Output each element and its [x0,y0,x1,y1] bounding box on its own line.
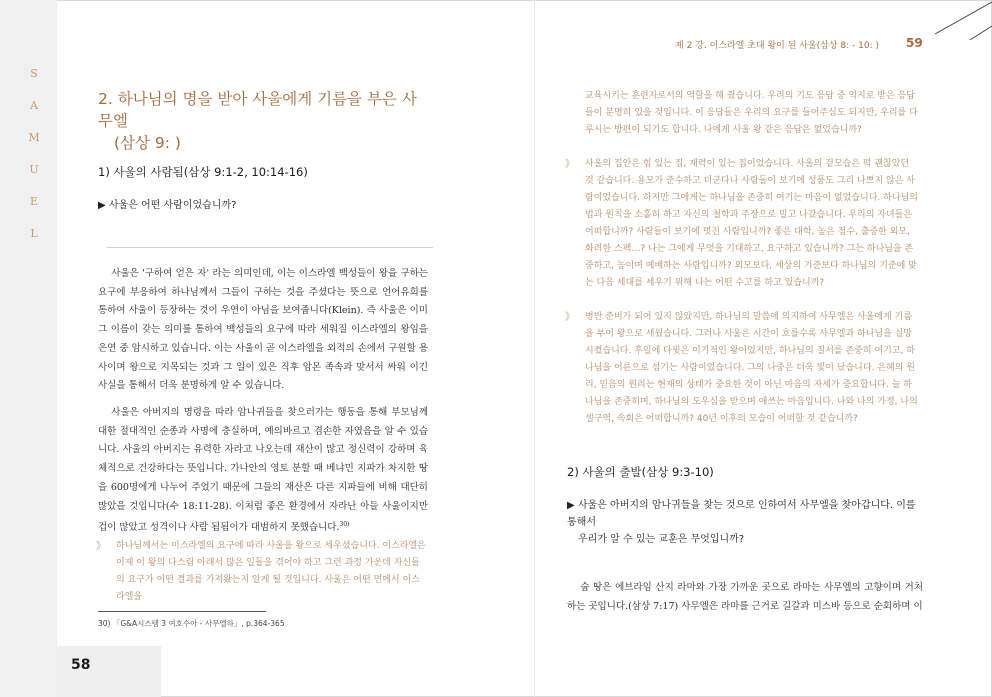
paragraph-text: 사울은 '구하여 얻은 자' 라는 의미인데, 이는 이스라엘 백성들이 왕을 구하는 요구에 부응하여 하나님께서 그들이 구하는 것을 주셨다는 뜻으로 언어유희를 통하여 사울이 등장하는 것이 우연이 아님을 보여줍니다(Klein). 즉 사울은 이미 그 이름이 갖는 의미를 통하여 백성들의 요구에 따라 세워질 이스라엘의 왕임을 은연 중 암시하고 있습니다. 이는 사울이 곧 이스라엘을 외적의 손에서 구원할 용사이며 왕으로 지목되는 것과 그 일이 있은 직후 암몬 족속과 맞서서 싸워 이긴 사실을 통해서 더욱 분명하게 알 수 있습니다. [98,268,428,392]
reflection-note-2 [565,156,920,292]
horizontal-rule [107,247,433,248]
body-paragraph-2 [98,404,428,538]
running-header: 제 2 강. 이스라엘 초대 왕이 된 사울(삼상 8: - 10: ) [675,41,879,51]
footnote: 30) 「G&A시스템 3 여호수아 - 사무엘하」, p.364-365 [98,619,285,628]
section-title-line1: 2. 하나님의 명을 받아 사울에게 기름을 부은 사무엘 [98,90,417,130]
reflection-note-3 [565,309,920,428]
section-title [98,88,428,154]
reflection-note-cont [585,88,920,139]
side-vertical-label [27,58,41,250]
side-letter: E [29,195,39,208]
note-marker-icon: 》 [565,312,575,323]
corner-decoration-icon [932,0,992,40]
body-paragraph-1 [98,265,428,396]
question-2 [567,497,927,548]
footnote-rule [98,611,266,612]
subsection-heading-1: 1) 사울의 사람됨(삼상 9:1-2, 10:14-16) [98,165,308,179]
side-letter: A [30,99,38,112]
side-letter: M [28,131,40,144]
note-text: 하나님께서는 이스라엘의 요구에 따라 사울을 왕으로 세우셨습니다. 이스라엘은 이제 이 왕의 다스림 아래서 많은 일들을 겪어야 하고 그런 과정 가운데 자신들의 요구가 어떤 결과를 가져왔는지 알게 될 것입니다. 사울은 어떤 면에서 이스라엘을 [116,541,426,602]
question-2-line1: ▶ 사울은 아버지의 암나귀들을 찾는 것으로 인하여서 사무엘을 찾아갑니다. 이를 통해서 [567,500,916,528]
body-paragraph-3 [567,579,923,616]
note-marker-icon: 》 [565,159,575,170]
note-marker-icon: 》 [96,541,106,552]
section-title-line2: (삼상 9: ) [114,134,181,152]
subsection-heading-2: 2) 사울의 출발(삼상 9:3-10) [567,465,714,479]
side-letter: L [30,227,38,240]
note-text: 교육시키는 훈련자로서의 역할을 해 줬습니다. 우리의 기도 응답 중 억지로 받은 응답들이 분명히 있을 것입니다. 이 응답들은 우리의 요구를 들어주심도 되지만, 우리를 다루시는 방편이 되기도 합니다. 나에게 사울 왕 같은 응답은 없었습니까? [585,91,918,135]
right-page-number: 59 [906,36,923,50]
question-2-line2: 우리가 알 수 있는 교훈은 무엇입니까? [578,534,745,545]
note-text: 사울의 집안은 힘 있는 집, 재력이 있는 집이었습니다. 사울의 겉모습은 퍽 괜찮았던 것 같습니다. 용모가 준수하고 더군다나 사람들이 보기에 성품도 그리 나쁘지 않은 사람이었습니다. 하지만 그에게는 하나님을 존중히 여기는 마음이 없었습니다. 하나님의 법과 원칙을 소홀히 하고 자신의 철학과 주장으로 밀고 나갔습니다. 우리의 자녀들은 어떠합니까? 사람들이 보기에 멋진 사람입니까? 좋은 대학, 높은 점수, 출중한 외모, 화려한 스펙…? 나는 그에게 무엇을 기대하고, 요구하고 있습니까? 그는 하나님을 존중하고, 높이며 예배하는 사람입니까? 외모보다, 세상의 기준보다 하나님의 기준에 맞는 다음 세대를 세우기 위해 나는 어떤 수고를 하고 있습니까? [585,159,918,288]
side-letter: U [29,163,39,176]
paragraph-text: 숩 땅은 에브라임 산지 라마와 가장 가까운 곳으로 라마는 사무엘의 고향이며 거처하는 곳입니다.(삼상 7:17) 사무엘은 라마를 근거로 길갈과 미스바 등으로 순회하며 이 [567,582,923,612]
question-1: ▶ 사울은 어떤 사람이었습니까? [98,200,237,211]
paragraph-text [98,404,428,538]
side-letter: S [30,67,38,80]
footnote-ref: 30) [339,521,350,529]
gutter-divider [534,0,535,697]
paragraph-2-text: 사울은 아버지의 명령을 따라 암나귀들을 찾으러가는 행동을 통해 부모님께 대한 절대적인 순종과 사명에 충실하며, 예의바르고 겸손한 자였음을 알 수 있습니다. 사울의 아버지는 유력한 자라고 나오는데 재산이 많고 정신력이 강하며 육체적으로 건강하다는 뜻입니다. 가나안의 영토 분할 때 베냐민 지파가 차지한 땅을 600명에게 나누어 주었기 때문에 그들의 재산은 다른 지파들에 비해 대단히 많았을 것입니다(수 18:11-28). 이처럼 좋은 환경에서 자라난 아들 사울이지만 겁이 많았고 성격이나 사람 됨됨이가 대범하지 못했습니다. [98,407,428,534]
note-text: 병반 준비가 되어 있지 않았지만, 하나님의 말씀에 의지하여 사무엘은 사울에게 기름을 부어 왕으로 세웠습니다. 그러나 사울은 시간이 흐를수록 사무엘과 하나님을 실망시켰습니다. 후일에 다윗은 이기적인 왕이었지만, 하나님의 질서를 존중히 여기고, 하나님을 어른으로 섬기는 사람이었습니다. 그의 나중은 더욱 빛이 났습니다. 은혜의 원리, 믿음의 원리는 현재의 상태가 중요한 것이 아닌 마음의 자세가 중요합니다. 늘 하나님을 존중히며, 하나님의 도우심을 받으며 애쓰는 마음입니다. 나와 나의 가정, 나의 셀구역, 속회은 어떠합니까? 40년 이후의 모습이 어떠할 것 같습니까? [585,312,918,424]
left-page-number: 58 [71,657,91,673]
reflection-note-1 [96,538,428,606]
